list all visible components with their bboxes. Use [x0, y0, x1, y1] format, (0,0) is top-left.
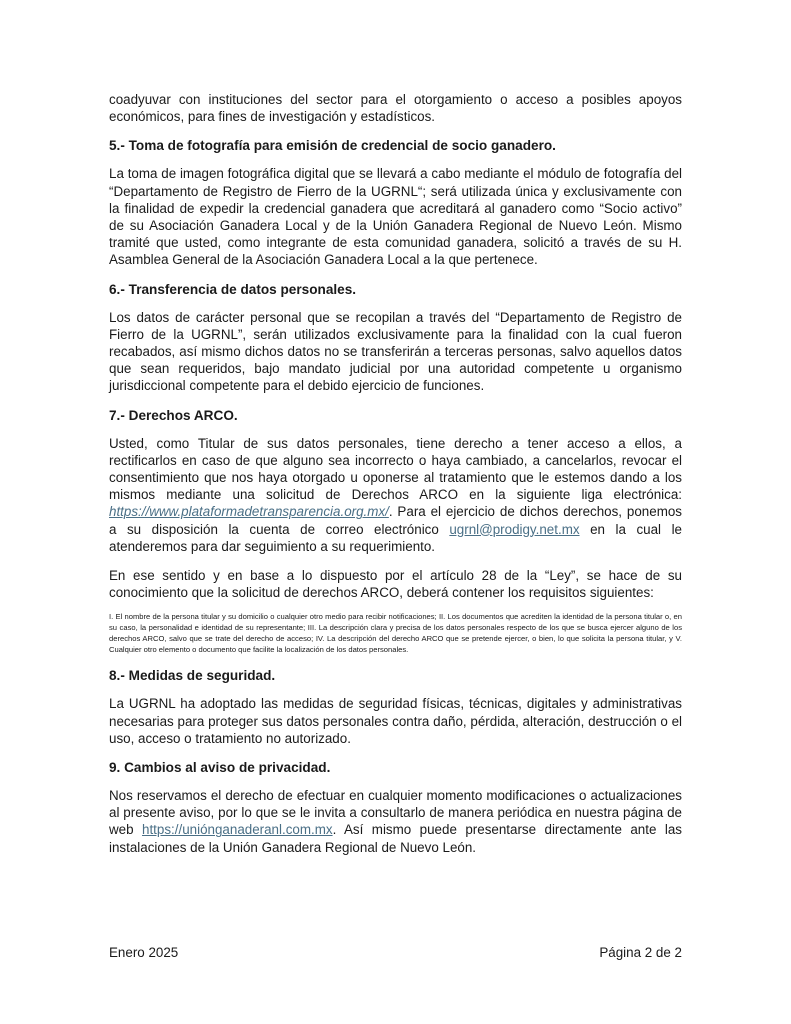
section-5-text: La toma de imagen fotográfica digital que se llevará a cabo mediante el módulo de fotografía del “Departamento de Registro de Fierro de la UGRNL“; será utilizada única y exclusivamente con la finalidad de expedir la credencial ganadera que acreditará al ganadero como “Socio activo” de su Asociación Ganadera Local y de la Unión Ganadera Regional de Nuevo León. Mismo tramité que usted, como integrante de esta comunidad ganadera, solicitó a través de su H. Asamblea General de la Asociación Ganadera Local a la que pertenece. [109, 166, 682, 268]
website-link[interactable]: https://uniónganaderanl.com.mx [142, 822, 333, 838]
section-8-heading: 8.- Medidas de seguridad. [109, 668, 276, 684]
section-7-text-2: En ese sentido y en base a lo dispuesto por el artículo 28 de la “Ley”, se hace de su conocimiento que la solicitud de derechos ARCO, deberá contener los requisitos siguientes: [109, 568, 682, 601]
section-7-text-c: en la cual le atenderemos para dar seguimiento a su requerimiento. [109, 521, 682, 554]
section-7-heading: 7.- Derechos ARCO. [109, 407, 238, 423]
transparency-platform-link[interactable]: https://www.plataformadetransparencia.org.mx/ [109, 504, 389, 520]
page-footer [109, 945, 682, 960]
section-9-heading: 9. Cambios al aviso de privacidad. [109, 760, 331, 776]
section-9-text-a: Nos reservamos el derecho de efectuar en cualquier momento modificaciones o actualizaciones al presente aviso, por lo que se le invita a consultarlo de manera periódica en nuestra página de web [109, 788, 682, 838]
footer-page-number: Página 2 de 2 [599, 945, 682, 960]
section-7-text [109, 435, 682, 555]
section-7-text-b: . Para el ejercicio de dichos derechos, ponemos a su disposición la cuenta de correo electrónico [109, 504, 682, 537]
section-9-text-b: . Así mismo puede presentarse directamente ante las instalaciones de la Unión Ganadera Regional de Nuevo León. [109, 822, 682, 855]
arco-requirements: I. El nombre de la persona titular y su domicilio o cualquier otro medio para recibir notificaciones; II. Los documentos que acrediten la identidad de la persona titular o, en su caso, la personalidad e identidad de su representante; III. La descripción clara y precisa de los datos personales respecto de los que se busca ejercer alguno de los derechos ARCO, salvo que se trate del derecho de acceso; IV. La descripción del derecho ARCO que se pretende ejercer, o bien, lo que solicita la persona titular, y V. Cualquier otro elemento o documento que facilite la localización de los datos personales. [109, 612, 682, 655]
section-7-text-a: Usted, como Titular de sus datos personales, tiene derecho a tener acceso a ellos, a rectificarlos en caso de que alguno sea incorrecto o haya cambiado, a cancelarlos, revocar el consentimiento que nos haya otorgado u oponerse al tratamiento que le estemos dando a los mismos mediante una solicitud de Derechos ARCO en la siguiente liga electrónica: [109, 435, 682, 503]
section-8-text: La UGRNL ha adoptado las medidas de seguridad físicas, técnicas, digitales y administrativas necesarias para proteger sus datos personales contra daño, pérdida, alteración, destrucción o el uso, acceso o tratamiento no autorizado. [109, 696, 682, 746]
section-9-text [109, 787, 682, 856]
section-6-text: Los datos de carácter personal que se recopilan a través del “Departamento de Registro de Fierro de la UGRNL”, serán utilizados exclusivamente para la finalidad con la cual fueron recabados, así mismo dichos datos no se transferirán a terceras personas, salvo aquellos datos que sean requeridos, bajo mandato judicial por una autoridad competente u organismo jurisdiccional competente para el debido ejercicio de funciones. [109, 309, 682, 394]
section-6-heading: 6.- Transferencia de datos personales. [109, 281, 357, 297]
intro-paragraph: coadyuvar con instituciones del sector para el otorgamiento o acceso a posibles apoyos económicos, para fines de investigación y estadísticos. [109, 92, 682, 125]
document-page [109, 91, 682, 856]
footer-date: Enero 2025 [109, 945, 179, 960]
section-5-heading: 5.- Toma de fotografía para emisión de credencial de socio ganadero. [109, 138, 556, 154]
email-link[interactable]: ugrnl@prodigy.net.mx [449, 521, 580, 537]
